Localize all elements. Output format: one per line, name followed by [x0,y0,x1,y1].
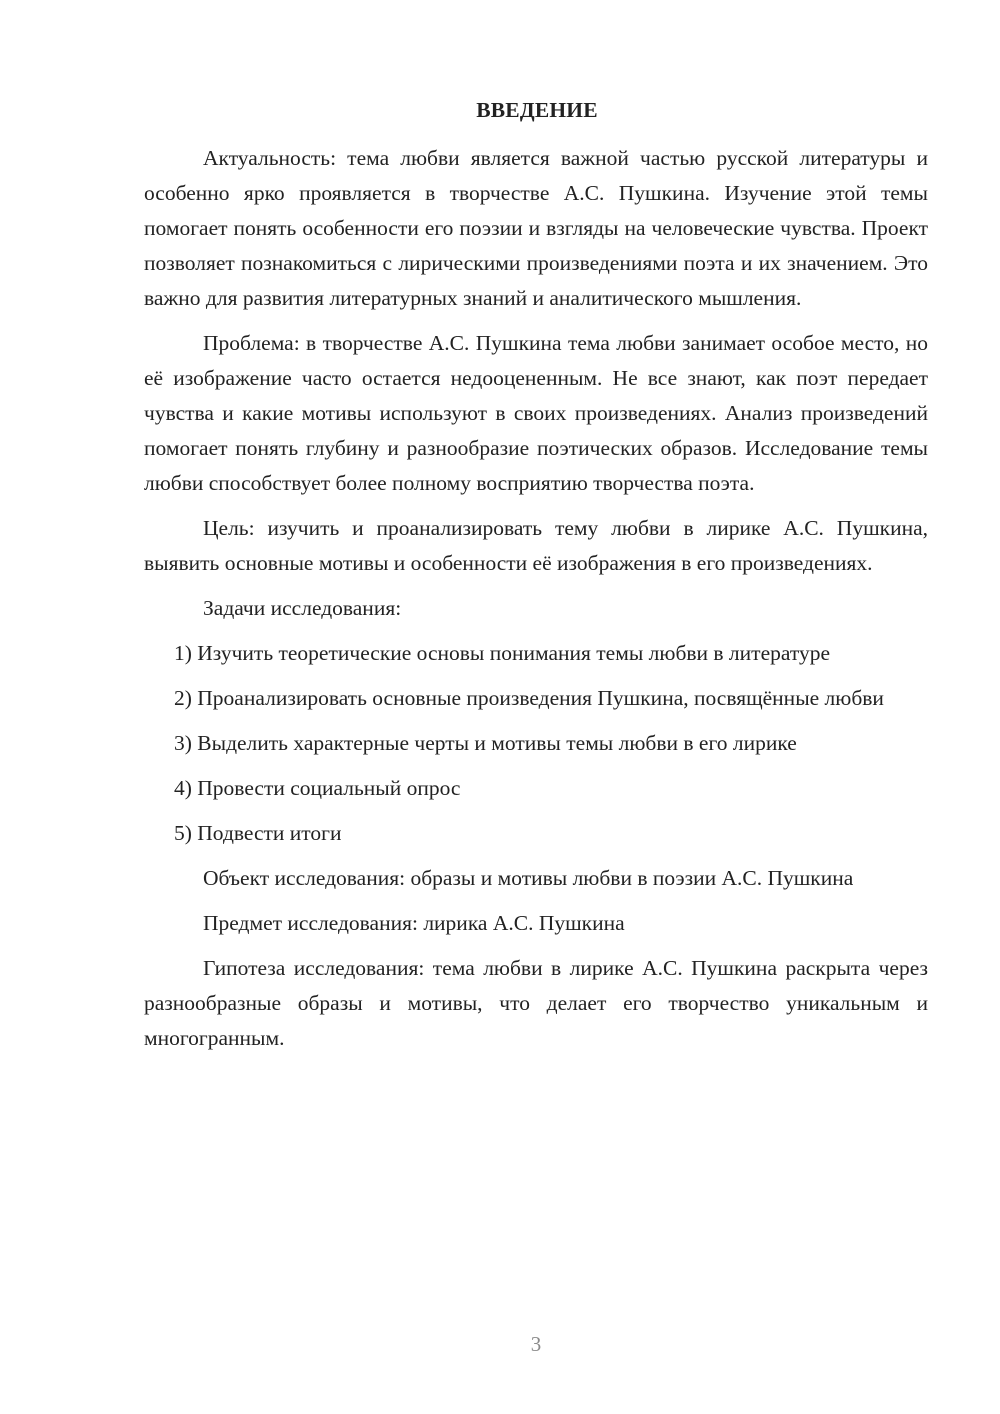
relevance-paragraph: Актуальность: тема любви является важной частью русской литературы и особенно ярко проявляется в творчестве А.С. Пушкина. Изучение этой темы помогает понять особенности его поэзии и взгляды на человеческие чувства. Проект позволяет познакомиться с лирическими произведениями поэта и их значением. Это важно для развития литературных знаний и аналитического мышления. [144,146,928,310]
task-item: 2) Проанализировать основные произведения Пушкина, посвящённые любви [174,686,884,710]
hypothesis-paragraph: Гипотеза исследования: тема любви в лирике А.С. Пушкина раскрыта через разнообразные образы и мотивы, что делает его творчество уникальным и многогранным. [144,956,928,1050]
section-heading: ВВЕДЕНИЕ [476,98,598,122]
subject-paragraph: Предмет исследования: лирика А.С. Пушкина [203,911,625,935]
task-item: 3) Выделить характерные черты и мотивы темы любви в его лирике [174,731,797,755]
object-paragraph: Объект исследования: образы и мотивы любви в поэзии А.С. Пушкина [203,866,854,890]
page-content [144,96,928,1066]
problem-paragraph: Проблема: в творчестве А.С. Пушкина тема любви занимает особое место, но её изображение часто остается недооцененным. Не все знают, как поэт передает чувства и какие мотивы используют в своих произведениях. Анализ произведений помогает понять глубину и разнообразие поэтических образов. Исследование темы любви способствует более полному восприятию творчества поэта. [144,331,928,495]
goal-paragraph: Цель: изучить и проанализировать тему любви в лирике А.С. Пушкина, выявить основные мотивы и особенности её изображения в его произведениях. [144,516,928,575]
task-item: 4) Провести социальный опрос [174,776,461,800]
tasks-label: Задачи исследования: [203,596,402,620]
task-item: 1) Изучить теоретические основы понимания темы любви в литературе [174,641,831,665]
task-item: 5) Подвести итоги [174,821,342,845]
tasks-list [144,636,928,851]
page-number: 3 [530,1332,542,1356]
